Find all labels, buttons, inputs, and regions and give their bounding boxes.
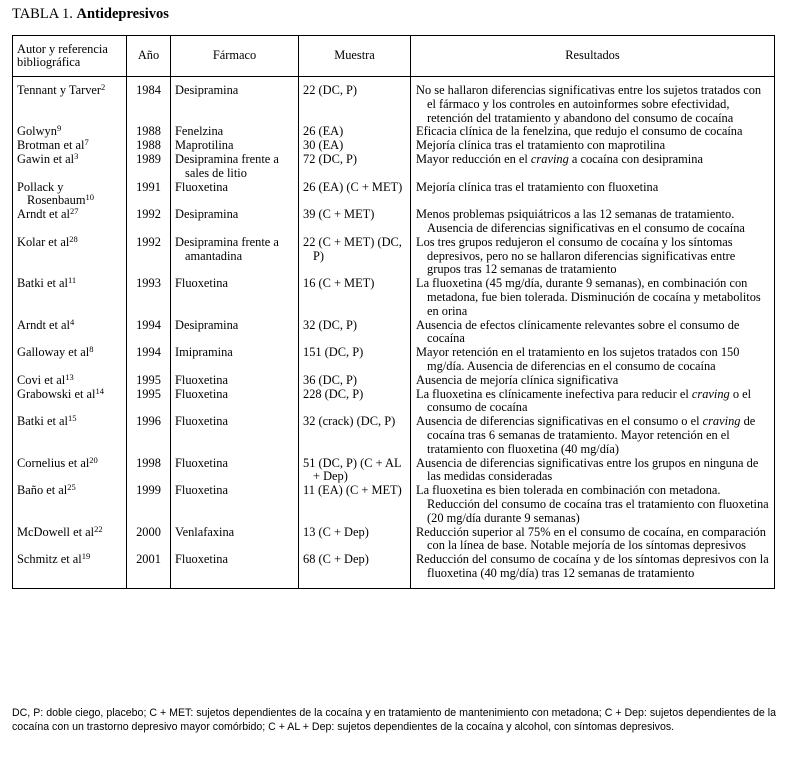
- drug-name: Desipramina frente a amantadina: [175, 234, 279, 263]
- sample-value: 39 (C + MET): [303, 207, 375, 222]
- result-text: Reducción del consumo de cocaína y de los síntomas depresivos con la fluoxetina (40 mg/día) tras 12 semanas de tratamiento: [416, 552, 769, 580]
- sample-value: 26 (EA) (C + MET): [303, 179, 403, 194]
- table-row: [13, 553, 775, 588]
- cell-author: [13, 208, 127, 236]
- cell-year: [127, 208, 171, 236]
- result-text: o el consumo de cocaína: [427, 386, 752, 415]
- sample-value: 36 (DC, P): [303, 372, 358, 387]
- cell-year: [127, 388, 171, 416]
- drug-name: Desipramina: [175, 207, 239, 222]
- table-name: Antidepresivos: [76, 6, 169, 22]
- result-text: Mejoría clínica tras el tratamiento con maprotilina: [416, 138, 666, 153]
- cell-sample: [299, 139, 411, 153]
- table-row: [13, 208, 775, 236]
- cell-year: [127, 125, 171, 139]
- year-value: 1989: [136, 151, 161, 166]
- table-row: [13, 153, 775, 181]
- author-name: Covi et al: [17, 372, 66, 387]
- year-value: 1988: [136, 124, 161, 139]
- table-row: [13, 374, 775, 388]
- result-text: La fluoxetina es clínicamente inefectiva para reducir el: [416, 386, 692, 401]
- sample-value: 68 (C + Dep): [303, 552, 369, 567]
- cell-result: [411, 457, 775, 485]
- year-value: 1999: [136, 483, 161, 498]
- reference-number: 13: [65, 371, 74, 382]
- author-name: Kolar et al: [17, 234, 70, 249]
- reference-number: 27: [70, 206, 79, 217]
- cell-sample: [299, 415, 411, 456]
- cell-drug: [171, 208, 299, 236]
- cell-result: [411, 77, 775, 126]
- cell-drug: [171, 526, 299, 554]
- cell-result: [411, 208, 775, 236]
- result-text: Mejoría clínica tras el tratamiento con fluoxetina: [416, 179, 659, 194]
- cell-sample: [299, 236, 411, 277]
- sample-value: 151 (DC, P): [303, 345, 364, 360]
- cell-year: [127, 553, 171, 588]
- cell-result: [411, 125, 775, 139]
- reference-number: 19: [81, 551, 91, 562]
- cell-author: [13, 277, 127, 318]
- year-value: 1995: [136, 386, 161, 401]
- footnote: DC, P: doble ciego, placebo; C + MET: sujetos dependientes de la cocaína y en tratamiento de mantenimiento con metadona; C + Dep: sujetos dependientes de la cocaína con un trastorno depresivo mayor comórbido; C + AL + Dep: sujetos dependientes de la cocaína y alcohol, con síntomas depresivos.: [12, 707, 776, 733]
- result-text: No se hallaron diferencias significativas entre los sujetos tratados con el fármaco y los controles en autoinformes sobre efectividad, retención del tratamiento y abandono del consumo de cocaína: [416, 83, 762, 125]
- cell-sample: [299, 388, 411, 416]
- header-row: [13, 36, 775, 77]
- year-value: 1991: [136, 179, 161, 194]
- cell-year: [127, 415, 171, 456]
- result-text: Los tres grupos redujeron el consumo de cocaína y los síntomas depresivos, pero no se hallaron diferencias significativas entre grupos tras 12 semanas de tratamiento: [416, 234, 736, 277]
- cell-author: [13, 553, 127, 588]
- table-row: [13, 415, 775, 456]
- sample-value: 11 (EA) (C + MET): [303, 483, 402, 498]
- header-sample: Muestra: [299, 36, 411, 77]
- cell-sample: [299, 181, 411, 209]
- cell-sample: [299, 319, 411, 347]
- sample-value: 32 (DC, P): [303, 317, 358, 332]
- drug-name: Fluoxetina: [175, 386, 228, 401]
- result-italic: craving: [691, 386, 730, 401]
- table-row: [13, 319, 775, 347]
- cell-author: [13, 454, 127, 485]
- year-value: 1988: [136, 138, 161, 153]
- drug-name: Fenelzina: [175, 124, 224, 139]
- reference-number: 14: [95, 385, 104, 396]
- table-number: TABLA 1.: [12, 6, 73, 22]
- table-row: [13, 181, 775, 209]
- cell-sample: [299, 153, 411, 181]
- sample-value: 228 (DC, P): [303, 386, 364, 401]
- cell-sample: [299, 484, 411, 525]
- sample-value: 16 (C + MET): [303, 276, 375, 291]
- cell-year: [127, 153, 171, 181]
- header-author: Autor y referencia bibliográfica: [13, 36, 127, 77]
- cell-author: [13, 523, 127, 554]
- sample-value: 26 (EA): [303, 124, 344, 139]
- cell-year: [127, 484, 171, 525]
- cell-drug: [171, 125, 299, 139]
- cell-sample: [299, 457, 411, 485]
- result-text: Mayor retención en el tratamiento en los sujetos tratados con 150 mg/día. Ausencia de diferencias en el consumo de cocaína: [416, 345, 740, 373]
- reference-number: 3: [74, 150, 79, 161]
- reference-number: 15: [67, 413, 77, 424]
- author-name: Batki et al: [17, 276, 68, 291]
- reference-number: 4: [70, 316, 75, 327]
- drug-name: Fluoxetina: [175, 414, 228, 429]
- result-text: Eficacia clínica de la fenelzina, que redujo el consumo de cocaína: [416, 124, 743, 139]
- cell-author: [13, 371, 127, 388]
- cell-drug: [171, 484, 299, 525]
- cell-year: [127, 236, 171, 277]
- cell-author: [13, 139, 127, 153]
- table-row: [13, 484, 775, 525]
- sample-value: 32 (crack) (DC, P): [303, 414, 396, 429]
- cell-drug: [171, 346, 299, 374]
- cell-author: [13, 316, 127, 347]
- year-value: 1998: [136, 455, 161, 470]
- cell-year: [127, 526, 171, 554]
- cell-year: [127, 277, 171, 318]
- cell-result: [411, 153, 775, 181]
- cell-year: [127, 319, 171, 347]
- reference-number: 9: [56, 123, 62, 134]
- result-italic: craving: [702, 414, 741, 429]
- author-name: Golwyn: [17, 124, 57, 139]
- cell-drug: [171, 153, 299, 181]
- table-row: [13, 125, 775, 139]
- cell-result: [411, 415, 775, 456]
- sample-value: 13 (C + Dep): [303, 524, 369, 539]
- cell-drug: [171, 77, 299, 126]
- cell-sample: [299, 346, 411, 374]
- reference-number: 8: [89, 344, 94, 355]
- cell-year: [127, 374, 171, 388]
- cell-result: [411, 526, 775, 554]
- year-value: 1984: [136, 83, 161, 97]
- cell-result: [411, 139, 775, 153]
- cell-drug: [171, 277, 299, 318]
- cell-drug: [171, 457, 299, 485]
- table-body: [13, 77, 775, 589]
- cell-author: [13, 150, 127, 181]
- cell-year: [127, 181, 171, 209]
- year-value: 2001: [136, 552, 161, 567]
- table-row: [13, 77, 775, 126]
- year-value: 1992: [136, 207, 161, 222]
- year-value: 1994: [136, 317, 161, 332]
- author-name: Schmitz et al: [17, 552, 82, 567]
- sample-value: 51 (DC, P) (C + AL + Dep): [303, 455, 402, 484]
- cell-author: [13, 484, 127, 525]
- table-title: [12, 6, 169, 23]
- year-value: 1993: [136, 276, 161, 291]
- result-text: La fluoxetina (45 mg/día, durante 9 semanas), en combinación con metadona, fue bien tolerada. Disminución de cocaína y metabolitos en orina: [416, 276, 761, 318]
- year-value: 1995: [136, 372, 161, 387]
- header-year: Año: [127, 36, 171, 77]
- cell-result: [411, 277, 775, 318]
- cell-result: [411, 236, 775, 277]
- cell-sample: [299, 374, 411, 388]
- drug-name: Imipramina: [175, 345, 233, 360]
- drug-name: Desipramina: [175, 317, 239, 332]
- result-text: Ausencia de diferencias significativas entre los grupos en ninguna de las medidas consideradas: [416, 455, 759, 484]
- result-text: Mayor reducción en el: [416, 151, 531, 166]
- author-name: Batki et al: [17, 414, 68, 429]
- result-text: a cocaína con desipramina: [568, 151, 703, 166]
- table-row: [13, 277, 775, 318]
- author-name: Arndt et al: [17, 317, 70, 332]
- reference-number: 7: [84, 137, 89, 148]
- result-text: de cocaína tras 6 semanas de tratamiento. Mayor retención en el tratamiento con fluoxetina (40 mg/día): [427, 414, 756, 456]
- author-name: Tennant y Tarver: [17, 83, 102, 97]
- result-text: Ausencia de mejoría clínica significativa: [416, 372, 619, 387]
- cell-result: [411, 181, 775, 209]
- table-row: [13, 457, 775, 485]
- cell-year: [127, 457, 171, 485]
- reference-number: 22: [94, 523, 103, 534]
- drug-name: Fluoxetina: [175, 552, 228, 567]
- table-row: [13, 139, 775, 153]
- cell-sample: [299, 526, 411, 554]
- drug-name: Venlafaxina: [175, 524, 235, 539]
- table-row: [13, 346, 775, 374]
- cell-drug: [171, 388, 299, 416]
- author-name: Grabowski et al: [17, 386, 96, 401]
- cell-author: [13, 346, 127, 374]
- result-text: Ausencia de efectos clínicamente relevantes sobre el consumo de cocaína: [416, 317, 740, 346]
- cell-author: [13, 415, 127, 456]
- author-name: Baño et al: [17, 483, 68, 498]
- cell-drug: [171, 181, 299, 209]
- year-value: 1994: [136, 345, 161, 360]
- cell-author: [13, 181, 127, 209]
- cell-author: [13, 385, 127, 416]
- header-results: Resultados: [411, 36, 775, 77]
- cell-result: [411, 374, 775, 388]
- drug-name: Fluoxetina: [175, 372, 228, 387]
- table-row: [13, 236, 775, 277]
- drug-name: Desipramina: [175, 83, 239, 97]
- reference-number: 25: [67, 482, 76, 493]
- cell-drug: [171, 236, 299, 277]
- author-name: Brotman et al: [17, 138, 85, 153]
- cell-year: [127, 346, 171, 374]
- cell-year: [127, 139, 171, 153]
- cell-result: [411, 388, 775, 416]
- cell-drug: [171, 319, 299, 347]
- cell-author: [13, 77, 127, 126]
- cell-result: [411, 484, 775, 525]
- reference-number: 28: [69, 233, 78, 244]
- drug-name: Maprotilina: [175, 138, 234, 153]
- author-name: McDowell et al: [17, 524, 95, 539]
- cell-result: [411, 553, 775, 588]
- reference-number: 11: [67, 275, 77, 286]
- drug-name: Fluoxetina: [175, 483, 228, 498]
- drug-name: Fluoxetina: [175, 276, 228, 291]
- cell-drug: [171, 415, 299, 456]
- header-drug: Fármaco: [171, 36, 299, 77]
- author-name: Arndt et al: [17, 207, 70, 222]
- reference-number: 20: [89, 454, 98, 465]
- table-row: [13, 526, 775, 554]
- cell-result: [411, 346, 775, 374]
- cell-drug: [171, 139, 299, 153]
- cell-sample: [299, 208, 411, 236]
- sample-value: 22 (DC, P): [303, 83, 358, 97]
- year-value: 2000: [136, 524, 161, 539]
- sample-value: 30 (EA): [303, 138, 344, 153]
- cell-result: [411, 319, 775, 347]
- cell-year: [127, 77, 171, 126]
- cell-drug: [171, 553, 299, 588]
- year-value: 1992: [136, 234, 161, 249]
- table-row: [13, 388, 775, 416]
- result-italic: craving: [530, 151, 569, 166]
- result-text: Reducción superior al 75% en el consumo de cocaína, en comparación con la línea de base. Notable mejoría de los síntomas depresivos: [416, 524, 766, 553]
- result-text: Menos problemas psiquiátricos a las 12 semanas de tratamiento. Ausencia de diferencias significativas en el consumo de cocaína: [416, 207, 745, 235]
- drug-name: Desipramina frente a sales de litio: [175, 151, 279, 180]
- author-name: Gawin et al: [17, 151, 75, 166]
- author-name: Pollack y Rosenbaum: [17, 179, 86, 208]
- drug-name: Fluoxetina: [175, 455, 228, 470]
- sample-value: 22 (C + MET) (DC, P): [303, 234, 402, 263]
- result-text: La fluoxetina es bien tolerada en combinación con metadona. Reducción del consumo de cocaína tras el tratamiento con fluoxetina (20 mg/día durante 9 semanas): [416, 483, 769, 525]
- author-name: Cornelius et al: [17, 455, 90, 470]
- cell-sample: [299, 553, 411, 588]
- antidepressant-table: [12, 35, 775, 589]
- cell-sample: [299, 277, 411, 318]
- sample-value: 72 (DC, P): [303, 151, 358, 166]
- author-name: Galloway et al: [17, 345, 90, 360]
- cell-drug: [171, 374, 299, 388]
- drug-name: Fluoxetina: [175, 179, 228, 194]
- cell-sample: [299, 125, 411, 139]
- cell-author: [13, 233, 127, 277]
- year-value: 1996: [136, 414, 161, 429]
- reference-number: 2: [101, 82, 106, 92]
- result-text: Ausencia de diferencias significativas en el consumo o el: [416, 414, 703, 429]
- cell-sample: [299, 77, 411, 126]
- reference-number: 10: [85, 192, 95, 203]
